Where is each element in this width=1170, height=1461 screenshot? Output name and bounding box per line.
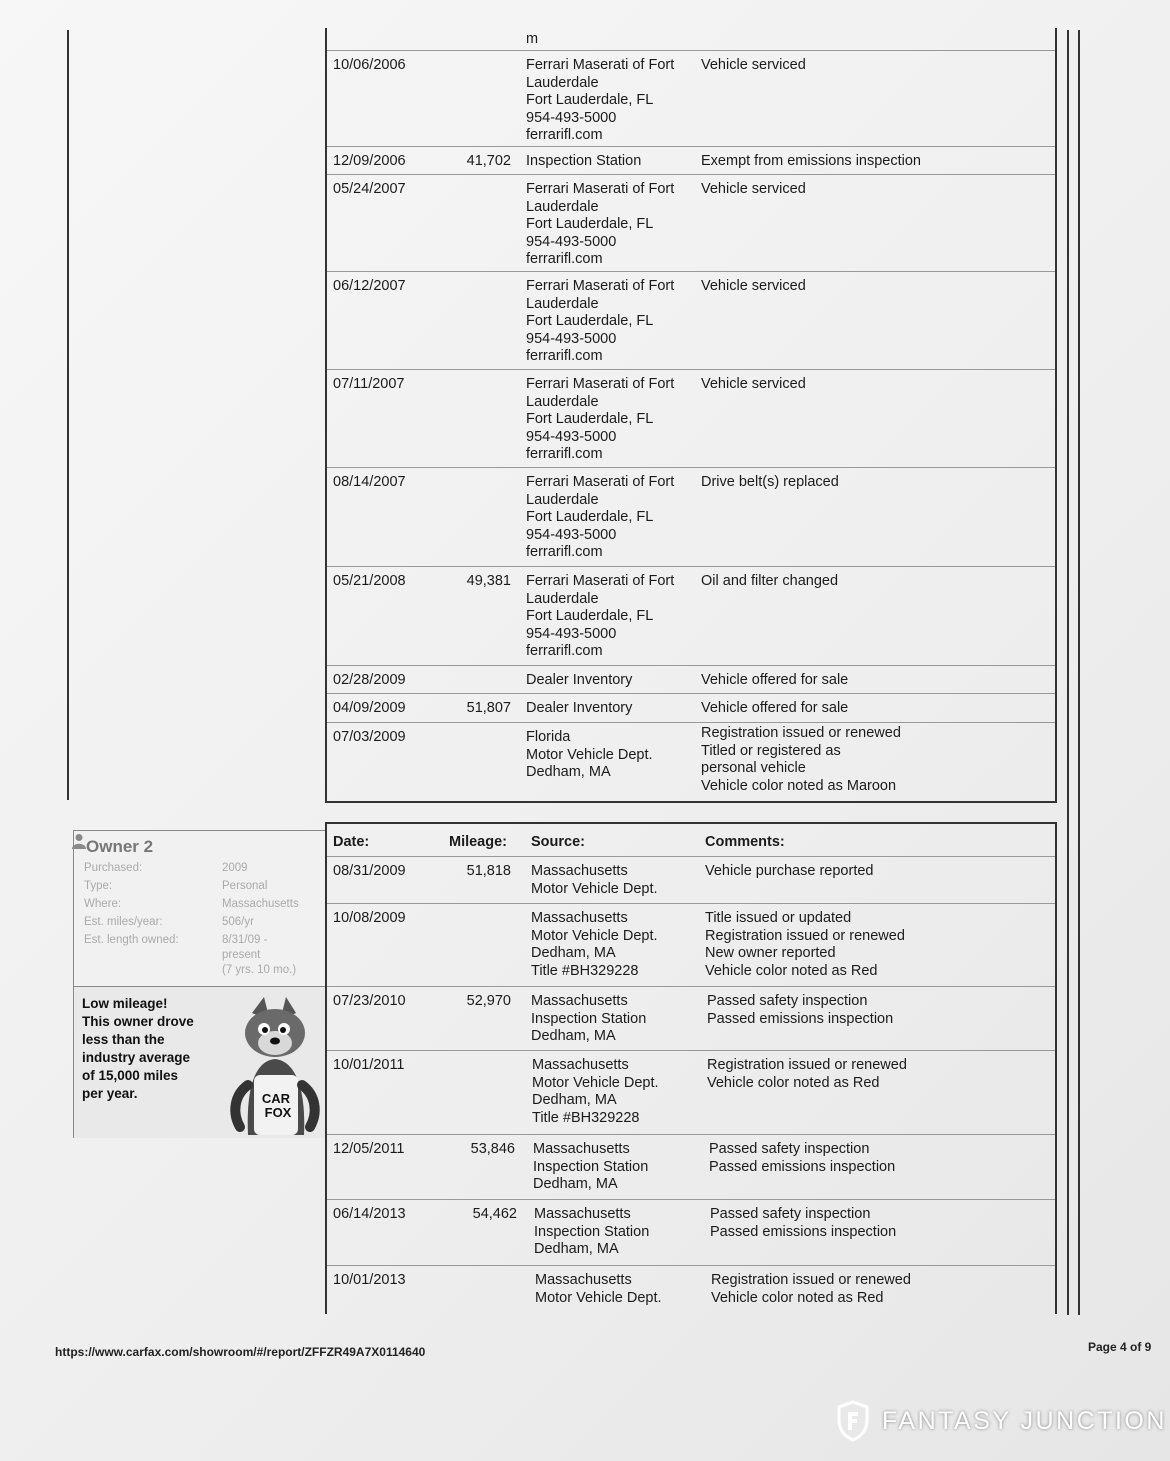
row-mileage: 53,846 <box>470 1141 515 1157</box>
header-date: Date: <box>333 834 370 850</box>
left-margin-rule <box>67 30 69 800</box>
person-icon <box>72 833 86 849</box>
row-date: 12/05/2011 <box>333 1141 405 1157</box>
field-value: 506/yr <box>222 916 254 928</box>
table-header <box>327 824 1055 856</box>
table-row <box>327 369 1055 467</box>
row-source: Massachusetts Inspection Station Dedham, MA <box>531 993 647 1044</box>
row-date: 02/28/2009 <box>333 672 406 688</box>
row-date: 04/09/2009 <box>333 700 406 716</box>
history-table-previous-owner <box>325 28 1057 803</box>
low-mileage-text: Low mileage! This owner drove less than the industry average of 15,000 miles per year. <box>82 996 194 1101</box>
table-row <box>327 722 1055 801</box>
field-value: Massachusetts <box>222 898 299 910</box>
field-label: Est. miles/year: <box>84 916 163 928</box>
row-comments: Drive belt(s) replaced <box>701 474 839 490</box>
row-source: Massachusetts Inspection Station Dedham, MA <box>533 1141 649 1192</box>
row-date: 12/09/2006 <box>333 153 406 169</box>
row-source: Dealer Inventory <box>526 672 633 688</box>
row-comments: Vehicle serviced <box>701 278 806 294</box>
low-mileage-callout <box>74 986 326 1138</box>
row-date: 06/12/2007 <box>333 278 406 294</box>
owner-2-summary <box>73 830 327 1138</box>
field-label: Where: <box>84 898 122 910</box>
row-comments: Passed safety inspection Passed emissions inspection <box>709 1141 896 1175</box>
table-row <box>327 1050 1055 1134</box>
brand-text: FANTASY JUNCTION <box>882 1406 1167 1435</box>
row-date: 06/14/2013 <box>333 1206 406 1222</box>
row-comments: Vehicle serviced <box>701 376 806 392</box>
row-mileage: 41,702 <box>466 153 511 169</box>
row-source: Inspection Station <box>526 153 642 169</box>
row-date: 10/06/2006 <box>333 57 406 73</box>
mascot-shirt-label: CAR FOX <box>261 1091 292 1120</box>
row-comments: Registration issued or renewed Titled or registered as personal vehicle Vehicle color noted as Maroon <box>701 725 901 794</box>
row-date: 05/24/2007 <box>333 181 406 197</box>
table-row <box>327 174 1055 271</box>
row-comments: Vehicle serviced <box>701 57 806 73</box>
table-row <box>327 1134 1055 1199</box>
row-comments: Vehicle offered for sale <box>701 672 849 688</box>
row-date: 10/01/2011 <box>333 1057 405 1073</box>
row-comments: Vehicle offered for sale <box>701 700 849 716</box>
row-mileage: 51,807 <box>466 700 511 716</box>
row-comments: Exempt from emissions inspection <box>701 153 921 169</box>
header-source: Source: <box>531 834 585 850</box>
page-number: Page 4 of 9 <box>1088 1340 1152 1354</box>
row-source: Ferrari Maserati of Fort Lauderdale Fort Lauderdale, FL 954-493-5000 ferrarifl.com <box>526 474 675 560</box>
watermark-brand <box>836 1399 1167 1443</box>
row-date: 10/08/2009 <box>333 910 406 926</box>
row-date: 07/11/2007 <box>333 376 405 392</box>
right-margin-rule <box>1067 30 1069 1315</box>
row-source: Florida Motor Vehicle Dept. Dedham, MA <box>526 729 653 780</box>
row-source: Massachusetts Motor Vehicle Dept. <box>535 1272 662 1306</box>
field-label: Type: <box>84 880 113 892</box>
row-mileage: 54,462 <box>472 1206 517 1222</box>
row-source: Dealer Inventory <box>526 700 633 716</box>
row-source: Massachusetts Motor Vehicle Dept. Dedham, MA Title #BH329228 <box>531 910 658 979</box>
row-source: Massachusetts Inspection Station Dedham, MA <box>534 1206 650 1257</box>
field-value: 2009 <box>222 862 248 874</box>
right-margin-rule-2 <box>1078 30 1080 1315</box>
row-source: Ferrari Maserati of Fort Lauderdale Fort Lauderdale, FL 954-493-5000 ferrarifl.com <box>526 573 675 659</box>
table-row <box>327 1265 1055 1314</box>
table-row <box>327 50 1055 146</box>
history-table-owner-2 <box>325 822 1057 1314</box>
row-comments: Registration issued or renewed Vehicle color noted as Red <box>711 1272 911 1306</box>
shield-logo-icon <box>836 1400 870 1442</box>
row-date: 07/23/2010 <box>333 993 406 1009</box>
row-date: 08/31/2009 <box>333 863 406 879</box>
row-comments: Passed safety inspection Passed emissions inspection <box>707 993 894 1027</box>
table-row <box>327 903 1055 986</box>
row-mileage: 51,818 <box>466 863 511 879</box>
table-row <box>327 693 1055 722</box>
table-row <box>327 665 1055 693</box>
row-date: 10/01/2013 <box>333 1272 406 1288</box>
row-comments: Registration issued or renewed Vehicle color noted as Red <box>707 1057 907 1091</box>
row-comments: Vehicle purchase reported <box>705 863 874 879</box>
row-source: Ferrari Maserati of Fort Lauderdale Fort Lauderdale, FL 954-493-5000 ferrarifl.com <box>526 57 675 143</box>
field-value: 8/31/09 - present (7 yrs. 10 mo.) <box>222 934 297 976</box>
table-row <box>327 467 1055 566</box>
top-fragment: m <box>526 31 539 47</box>
carfox-mascot-icon <box>224 995 324 1135</box>
field-label: Purchased: <box>84 862 143 874</box>
row-comments: Vehicle serviced <box>701 181 806 197</box>
table-row <box>327 566 1055 665</box>
owner-title: Owner 2 <box>86 837 154 856</box>
table-row <box>327 986 1055 1050</box>
row-date: 05/21/2008 <box>333 573 406 589</box>
row-source: Massachusetts Motor Vehicle Dept. <box>531 863 658 897</box>
row-source: Massachusetts Motor Vehicle Dept. Dedham, MA Title #BH329228 <box>532 1057 659 1126</box>
row-comments: Oil and filter changed <box>701 573 839 589</box>
row-mileage: 49,381 <box>466 573 511 589</box>
field-value: Personal <box>222 880 268 892</box>
table-row <box>327 856 1055 903</box>
field-label: Est. length owned: <box>84 934 179 946</box>
row-source: Ferrari Maserati of Fort Lauderdale Fort Lauderdale, FL 954-493-5000 ferrarifl.com <box>526 278 675 364</box>
table-row <box>327 1199 1055 1265</box>
row-source: Ferrari Maserati of Fort Lauderdale Fort Lauderdale, FL 954-493-5000 ferrarifl.com <box>526 181 675 267</box>
row-source: Ferrari Maserati of Fort Lauderdale Fort Lauderdale, FL 954-493-5000 ferrarifl.com <box>526 376 675 462</box>
row-date: 07/03/2009 <box>333 729 406 745</box>
row-comments: Title issued or updated Registration issued or renewed New owner reported Vehicle color noted as Red <box>705 910 905 979</box>
table-row <box>327 146 1055 174</box>
header-comments: Comments: <box>705 834 785 850</box>
row-comments: Passed safety inspection Passed emissions inspection <box>710 1206 897 1240</box>
report-url: https://www.carfax.com/showroom/#/report/ZFFZR49A7X0114640 <box>55 1345 426 1359</box>
header-mileage: Mileage: <box>448 834 507 850</box>
row-mileage: 52,970 <box>466 993 511 1009</box>
row-date: 08/14/2007 <box>333 474 406 490</box>
table-row <box>327 271 1055 369</box>
